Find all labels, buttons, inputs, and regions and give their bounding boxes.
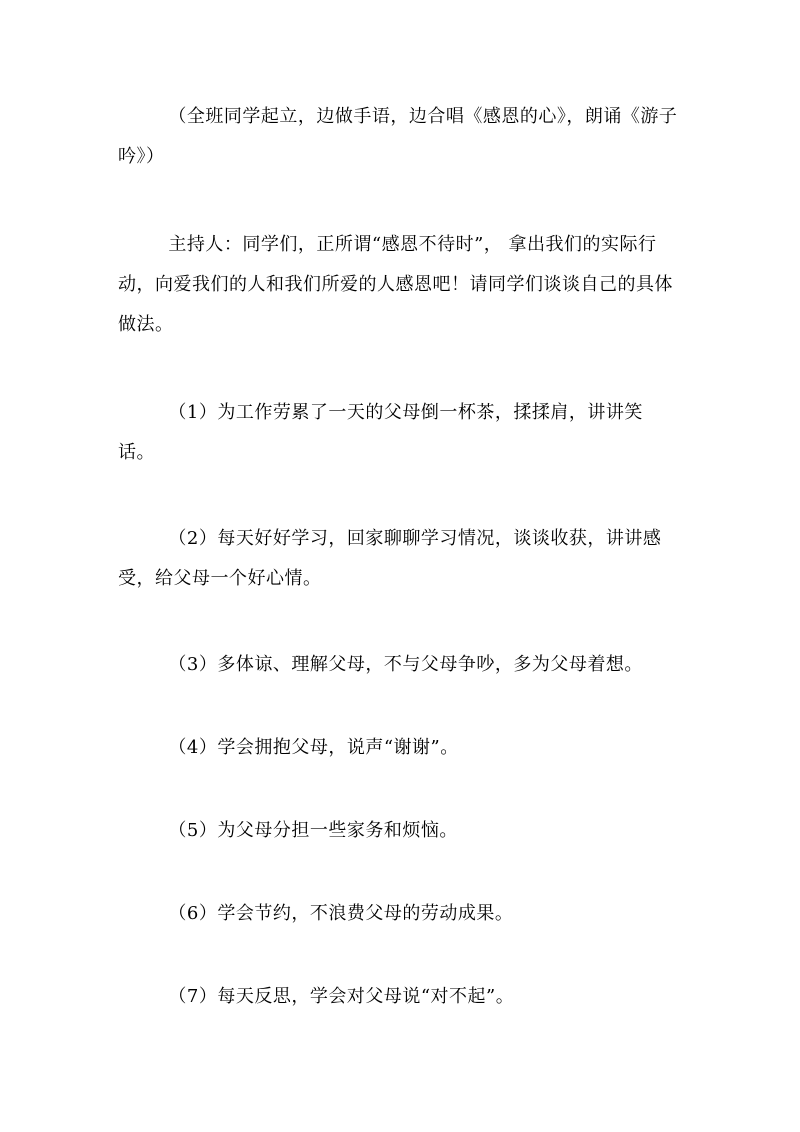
- list-item-7: （7）每天反思，学会对父母说“对不起”。: [168, 986, 515, 1007]
- stage-direction-paragraph: （全班同学起立，边做手语，边合唱《感恩的心》，朗诵《游子吟》）: [118, 106, 678, 167]
- host-speech-paragraph: 主持人：同学们，正所谓“感恩不待时”， 拿出我们的实际行动，向爱我们的人和我们所爱的人感恩吧！请同学们谈谈自己的具体做法。: [118, 234, 673, 335]
- list-item-5: （5）为父母分担一些家务和烦恼。: [168, 820, 458, 841]
- list-item-1: （1）为工作劳累了一天的父母倒一杯茶，揉揉肩，讲讲笑话。: [118, 402, 643, 463]
- list-item-3: （3）多体谅、理解父母，不与父母争吵，多为父母着想。: [168, 654, 643, 675]
- list-item-6: （6）学会节约，不浪费父母的劳动成果。: [168, 903, 514, 924]
- list-item-2: （2）每天好好学习，回家聊聊学习情况，谈谈收获，讲讲感受，给父母一个好心情。: [118, 528, 662, 589]
- list-item-4: （4）学会拥抱父母，说声“谢谢”。: [168, 737, 459, 758]
